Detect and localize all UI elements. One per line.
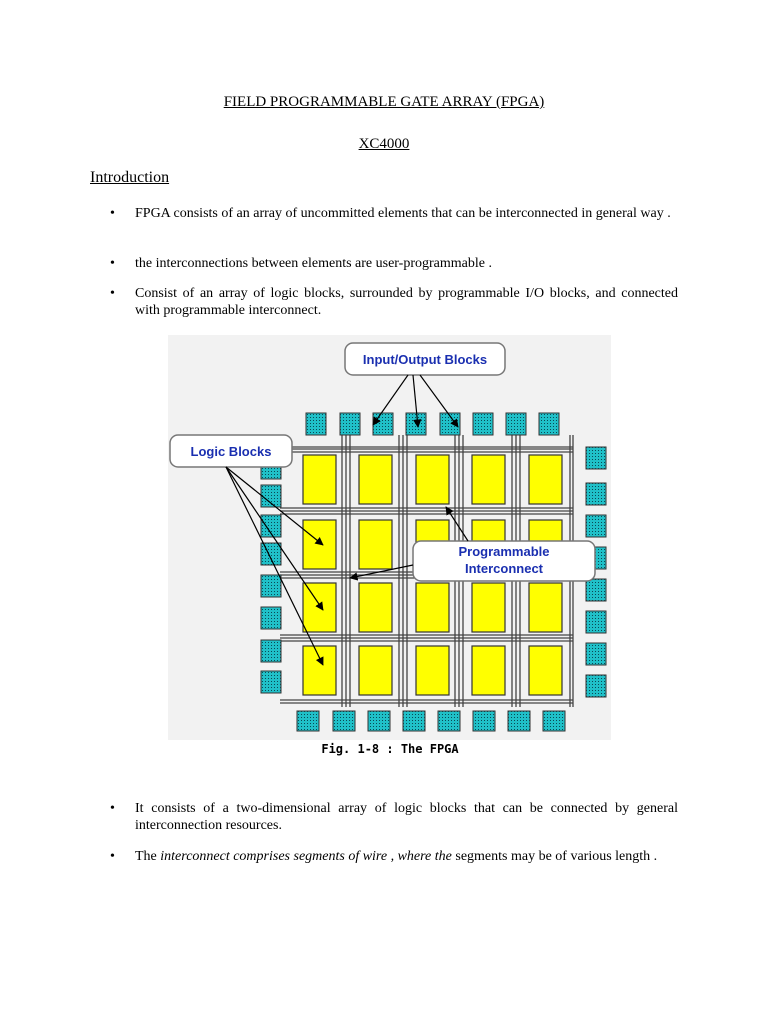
logic-block xyxy=(472,455,505,504)
io-block xyxy=(340,413,360,435)
bullet-icon: • xyxy=(110,849,115,864)
figure-caption: Fig. 1-8 : The FPGA xyxy=(321,742,459,756)
io-block xyxy=(586,515,606,537)
io-block xyxy=(438,711,460,731)
io-block xyxy=(473,711,495,731)
logic-block xyxy=(472,646,505,695)
logic-block xyxy=(416,583,449,632)
bullet-text: It consists of a two-dimensional array of logic blocks that can be connected by general interconnection resources. xyxy=(135,801,678,833)
logic-block xyxy=(359,646,392,695)
logic-block xyxy=(359,520,392,569)
bullet-icon: • xyxy=(110,256,115,271)
io-block xyxy=(586,483,606,505)
io-block xyxy=(586,447,606,469)
io-block xyxy=(306,413,326,435)
logic-block xyxy=(303,520,336,569)
io-block xyxy=(333,711,355,731)
io-block xyxy=(261,607,281,629)
bullet-item xyxy=(110,285,678,319)
bullet-text-prefix: The xyxy=(135,849,161,864)
logic-block xyxy=(529,646,562,695)
logic-block xyxy=(303,583,336,632)
bullet-text: the interconnections between elements are user-programmable . xyxy=(135,256,492,271)
logic-block xyxy=(359,583,392,632)
interconnect-label-line2: Interconnect xyxy=(464,561,544,576)
bullet-text-suffix: segments may be of various length . xyxy=(451,849,658,864)
logic-block xyxy=(416,455,449,504)
document-subtitle: XC4000 xyxy=(358,136,410,152)
io-block xyxy=(297,711,319,731)
io-block xyxy=(403,711,425,731)
bullet-item xyxy=(110,848,678,865)
bullet-item xyxy=(110,800,678,834)
logic-block xyxy=(303,646,336,695)
interconnect-label-line1: Programmable xyxy=(458,544,550,559)
logic-block xyxy=(529,583,562,632)
io-block xyxy=(543,711,565,731)
logic-block xyxy=(303,455,336,504)
bullet-icon: • xyxy=(110,206,115,221)
io-block xyxy=(586,611,606,633)
io-blocks-label: Input/Output Blocks xyxy=(362,352,488,367)
io-block xyxy=(586,643,606,665)
bullet-text-italic: interconnect comprises segments of wire , where the xyxy=(160,849,452,864)
section-heading: Introduction xyxy=(90,169,170,186)
logic-block xyxy=(359,455,392,504)
document-title: FIELD PROGRAMMABLE GATE ARRAY (FPGA) xyxy=(223,94,545,110)
io-block xyxy=(586,579,606,601)
io-block xyxy=(373,413,393,435)
bullet-item xyxy=(110,255,678,272)
io-block xyxy=(261,640,281,662)
io-block xyxy=(586,675,606,697)
io-block xyxy=(508,711,530,731)
io-block xyxy=(261,671,281,693)
fpga-diagram xyxy=(168,335,611,765)
io-block xyxy=(261,543,281,565)
io-block xyxy=(368,711,390,731)
bullet-text: FPGA consists of an array of uncommitted elements that can be interconnected in general way . xyxy=(135,206,671,221)
bullet-icon: • xyxy=(110,801,115,816)
io-block xyxy=(406,413,426,435)
io-block xyxy=(506,413,526,435)
logic-block xyxy=(472,583,505,632)
io-block xyxy=(539,413,559,435)
io-block xyxy=(473,413,493,435)
logic-blocks-label: Logic Blocks xyxy=(190,444,272,459)
bullet-text: Consist of an array of logic blocks, surrounded by programmable I/O blocks, and connected with programmable interconnect. xyxy=(135,286,678,318)
fpga-figure xyxy=(168,335,611,765)
bullet-item xyxy=(110,205,678,222)
logic-block xyxy=(416,646,449,695)
logic-block xyxy=(529,455,562,504)
io-block xyxy=(261,575,281,597)
bullet-icon: • xyxy=(110,286,115,301)
